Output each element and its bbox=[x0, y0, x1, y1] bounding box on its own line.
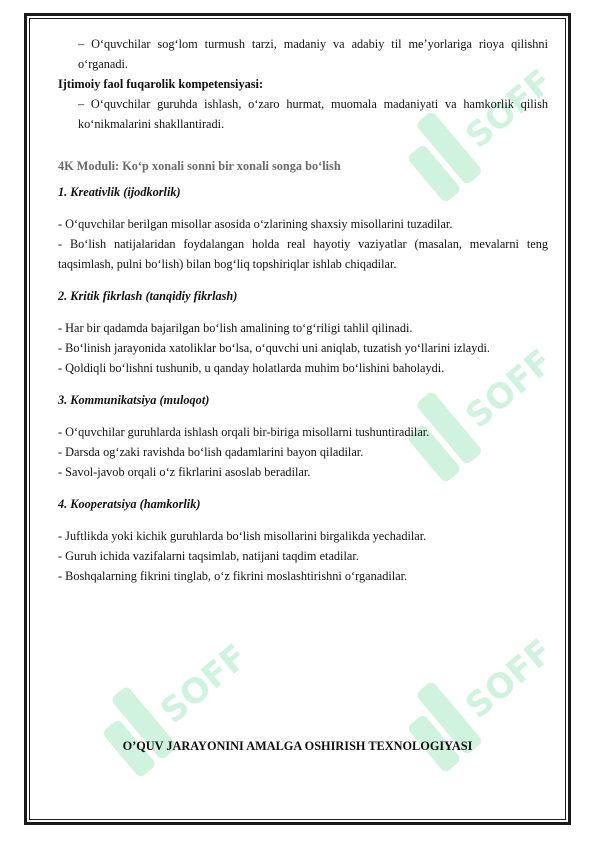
intro-line: – O‘quvchilar guruhda ishlash, o‘zaro hurmat, muomala madaniyati va hamkorlik qilish ko‘nikmalarini shakllantiradi. bbox=[78, 97, 548, 131]
section-title: 2. Kritik fikrlash (tanqidiy fikrlash) bbox=[58, 289, 238, 303]
section-title: 3. Kommunikatsiya (muloqot) bbox=[58, 393, 210, 407]
section-line: - O‘quvchilar guruhlarda ishlash orqali bir-biriga misollarni tushuntiradilar. bbox=[58, 425, 430, 439]
section-line: - O‘quvchilar berilgan misollar asosida o‘zlarining shaxsiy misollarini tuzadilar. bbox=[58, 217, 453, 231]
competency-heading: Ijtimoiy faol fuqarolik kompetensiyasi: bbox=[58, 77, 264, 91]
svg-text:SOFF: SOFF bbox=[458, 61, 561, 157]
section-line: - Bo‘lish natijalaridan foydalangan holda real hayotiy vaziyatlar (masalan, mevalarni teng taqsimlash, pulni bo‘lish) bilan bog‘liq topshiriqlar ishlab chiqadilar. bbox=[58, 237, 548, 271]
section-title: 1. Kreativlik (ijodkorlik) bbox=[58, 185, 181, 199]
section-cooperation bbox=[58, 494, 548, 586]
section-line: - Qoldiqli bo‘lishni tushunib, u qanday holatlarda muhim bo‘lishini baholaydi. bbox=[58, 361, 445, 375]
section-line: - Darsda og‘zaki ravishda bo‘lish qadamlarini bayon qiladilar. bbox=[58, 445, 364, 459]
section-title: 4. Kooperatsiya (hamkorlik) bbox=[58, 497, 201, 511]
svg-text:SOFF: SOFF bbox=[458, 631, 561, 727]
section-line: - Guruh ichida vazifalarni taqsimlab, natijani taqdim etadilar. bbox=[58, 549, 359, 563]
intro-line: – O‘quvchilar sog‘lom turmush tarzi, madaniy va adabiy til me’yorlariga rioya qilishni o‘rganadi. bbox=[78, 37, 548, 71]
section-line: - Boshqalarning fikrini tinglab, o‘z fikrini moslashtirishni o‘rganadilar. bbox=[58, 569, 408, 583]
section-critical-thinking bbox=[58, 286, 548, 378]
section-line: - Har bir qadamda bajarilgan bo‘lish amalining to‘g‘riligi tahlil qilinadi. bbox=[58, 321, 413, 335]
section-line: - Juftlikda yoki kichik guruhlarda bo‘lish misollarini birgalikda yechadilar. bbox=[58, 529, 427, 543]
section-line: - Bo‘linish jarayonida xatoliklar bo‘lsa, o‘quvchi uni aniqlab, tuzatish yo‘llarini izlaydi. bbox=[58, 341, 490, 355]
svg-text:SOFF: SOFF bbox=[153, 636, 256, 732]
section-line: - Savol-javob orqali o‘z fikrlarini asoslab beradilar. bbox=[58, 465, 311, 479]
document-body bbox=[58, 34, 548, 586]
section-communication bbox=[58, 390, 548, 482]
technology-heading: O’QUV JARAYONINI AMALGA OSHIRISH TEXNOLOGIYASI bbox=[122, 739, 473, 753]
section-creativity bbox=[58, 182, 548, 274]
svg-text:SOFF: SOFF bbox=[458, 341, 561, 437]
module-title: 4K Moduli: Ko‘p xonali sonni bir xonali songa bo‘lish bbox=[58, 159, 341, 173]
